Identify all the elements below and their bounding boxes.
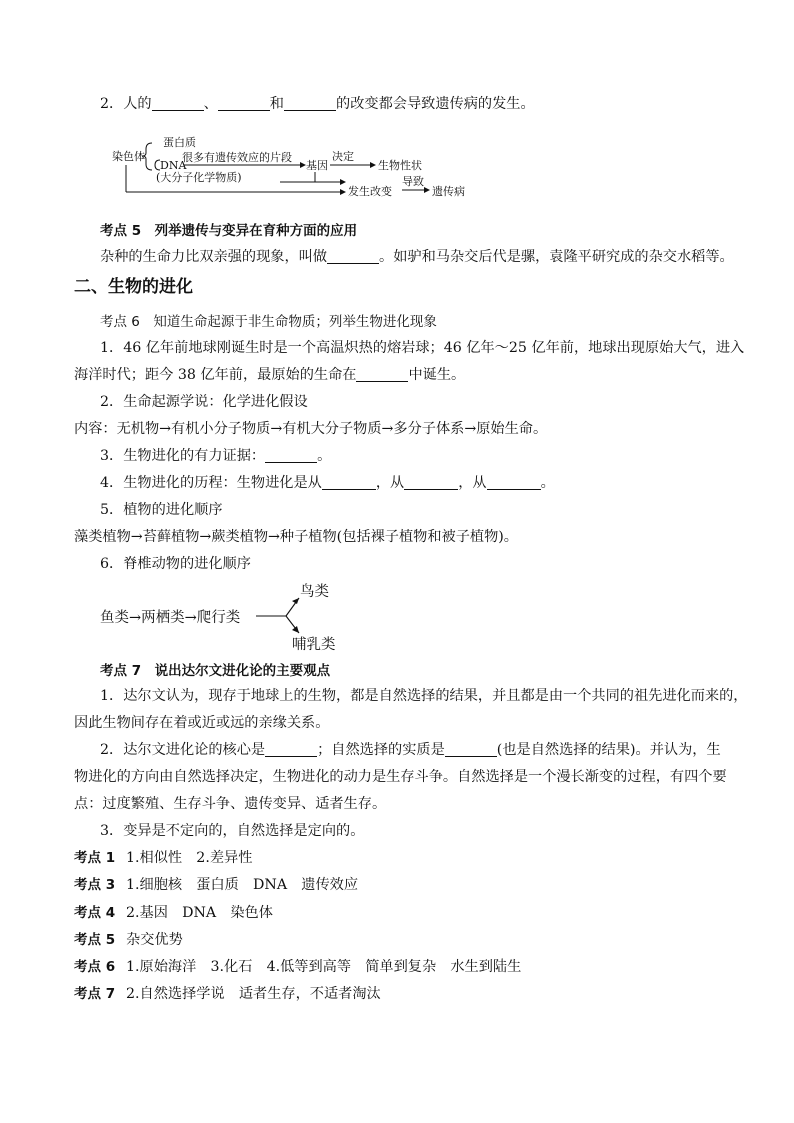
kp6-p6: 6．脊椎动物的进化顺序	[100, 556, 251, 572]
answer-blank	[265, 741, 317, 757]
kp6-p5-content: 藻类植物→苔藓植物→蕨类植物→种子植物(包括裸子植物和被子植物)。	[74, 529, 518, 545]
kp6-p2: 2．生命起源学说：化学进化假设	[100, 394, 308, 410]
answer-item: 考点 7 2.自然选择学说 适者生存，不适者淘汰	[74, 986, 381, 1002]
question-2: 2．人的 、 和 的改变都会导致遗传病的发生。	[100, 96, 535, 112]
kp6-p2-content: 内容：无机物→有机小分子物质→有机大分子物质→多分子体系→原始生命。	[74, 421, 548, 437]
kp7-p3: 3．变异是不定向的，自然选择是定向的。	[100, 823, 365, 839]
kp6-p1-line1: 1．46 亿年前地球刚诞生时是一个高温炽热的熔岩球；46 亿年～25 亿年前，地球出现原始大气，进入	[100, 340, 745, 356]
kp7-title: 考点 7 说出达尔文进化论的主要观点	[100, 663, 331, 679]
label-disease: 遗传病	[432, 185, 465, 198]
label-mammal: 哺乳类	[292, 637, 336, 653]
answer-item: 考点 5 杂交优势	[74, 932, 183, 948]
label-cause: 导致	[402, 175, 424, 188]
section-title: 二、生物的进化	[74, 277, 193, 297]
kp7-p1-line1: 1．达尔文认为，现存于地球上的生物，都是自然选择的结果，并且都是由一个共同的祖先进化而来的，	[100, 688, 748, 704]
kp6-p4: 4．生物进化的历程：生物进化是从 ，从 ，从 。	[100, 475, 555, 491]
label-chromosome: 染色体	[112, 150, 145, 163]
label-gene: 基因	[306, 159, 328, 172]
kp5-title: 考点 5 列举遗传与变异在育种方面的应用	[100, 223, 358, 239]
kp5-text: 杂种的生命力比双亲强的现象，叫做 。如驴和马杂交后代是骡，袁隆平研究成的杂交水稻等。	[100, 249, 734, 265]
kp7-p1-line2: 因此生物间存在着或近或远的亲缘关系。	[74, 715, 330, 731]
label-change: 发生改变	[348, 185, 392, 198]
answer-item: 考点 4 2.基因 DNA 染色体	[74, 905, 273, 921]
kp7-p2-line2: 物进化的方向由自然选择决定，生物进化的动力是生存斗争。自然选择是一个漫长渐变的过程，有四个要	[74, 769, 727, 785]
label-macro: (大分子化学物质)	[156, 171, 242, 184]
evolution-chain: 鱼类→两栖类→爬行类	[100, 610, 241, 626]
kp7-p2-line1: 2．达尔文进化论的核心是 ；自然选择的实质是 (也是自然选择的结果)。并认为，生	[100, 742, 721, 758]
label-dna: DNA	[160, 159, 187, 172]
label-segment: 很多有遗传效应的片段	[182, 151, 292, 164]
kp7-p2-line3: 点：过度繁殖、生存斗争、遗传变异、适者生存。	[74, 796, 387, 812]
kp6-p1-line2: 海洋时代；距今 38 亿年前，最原始的生命在 中诞生。	[74, 367, 466, 383]
kp6-title: 考点 6 知道生命起源于非生命物质；列举生物进化现象	[100, 314, 437, 330]
label-decide: 决定	[332, 150, 354, 163]
label-protein: 蛋白质	[163, 136, 196, 149]
label-trait: 生物性状	[378, 159, 422, 172]
kp6-p5: 5．植物的进化顺序	[100, 502, 223, 518]
label-bird: 鸟类	[300, 584, 329, 600]
answer-blank	[445, 741, 497, 757]
answer-item: 考点 6 1.原始海洋 3.化石 4.低等到高等 简单到复杂 水生到陆生	[74, 959, 522, 975]
kp6-p3: 3．生物进化的有力证据： 。	[100, 448, 332, 464]
answer-item: 考点 1 1.相似性 2.差异性	[74, 850, 253, 866]
answer-item: 考点 3 1.细胞核 蛋白质 DNA 遗传效应	[74, 877, 359, 893]
